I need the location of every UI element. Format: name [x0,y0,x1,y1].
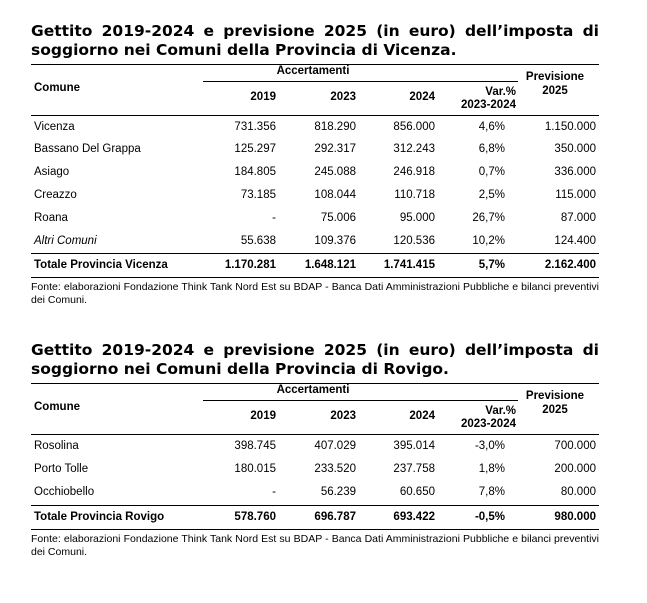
cell-comune: Rosolina [34,440,79,452]
cell-2023: 56.239 [320,486,356,498]
cell-2019: - [272,212,276,224]
cell-2023: 292.317 [314,143,356,155]
cell-comune: Totale Provincia Vicenza [34,259,168,271]
cell-2019: 180.015 [234,463,276,475]
cell-previsione: 200.000 [554,463,596,475]
cell-comune: Asiago [34,166,70,178]
table-rovigo-block [31,341,599,599]
header-previsione-year: 2025 [542,404,568,416]
cell-var: -3,0% [474,440,505,452]
cell-var: 7,8% [478,486,505,498]
cell-comune: Altri Comuni [34,235,97,247]
table-bottom-rule [31,529,599,530]
cell-2019: 125.297 [234,143,276,155]
cell-2024: 237.758 [393,463,435,475]
header-previsione: Previsione [525,390,585,402]
cell-previsione: 2.162.400 [544,259,596,271]
header-accertamenti: Accertamenti [276,65,350,77]
cell-2019: 578.760 [234,511,276,523]
header-2024: 2024 [409,91,435,103]
cell-previsione: 980.000 [554,511,596,523]
header-comune: Comune [34,401,80,413]
cell-2024: 60.650 [399,486,435,498]
footnote: Fonte: elaborazioni Fondazione Think Tank Nord Est su BDAP - Banca Dati Amministrazioni Pubbliche e bilanci preventivi dei Comuni. [31,533,599,558]
cell-previsione: 87.000 [560,212,596,224]
cell-2024: 1.741.415 [383,259,435,271]
cell-var: 5,7% [478,259,505,271]
header-subrule [203,81,518,82]
footnote: Fonte: elaborazioni Fondazione Think Tank Nord Est su BDAP - Banca Dati Amministrazioni Pubbliche e bilanci preventivi dei Comuni. [31,281,599,306]
cell-comune: Roana [34,212,68,224]
cell-2019: - [272,486,276,498]
cell-2023: 407.029 [314,440,356,452]
cell-2019: 731.356 [234,121,276,133]
cell-2023: 245.088 [314,166,356,178]
cell-2024: 110.718 [394,189,435,201]
cell-2023: 818.290 [314,121,356,133]
cell-var: 0,7% [478,166,505,178]
cell-var: 4,6% [478,121,505,133]
header-bottom-rule [31,434,599,435]
header-previsione: Previsione [525,71,585,83]
cell-previsione: 115.000 [555,189,596,201]
header-accertamenti: Accertamenti [276,384,350,396]
cell-2019: 73.185 [240,189,276,201]
table-vicenza-block [31,22,599,311]
header-2023: 2023 [330,410,356,422]
cell-2024: 693.422 [393,511,435,523]
cell-2023: 696.787 [314,511,356,523]
cell-previsione: 700.000 [554,440,596,452]
header-var-years: 2023-2024 [461,418,516,430]
cell-comune: Occhiobello [34,486,95,498]
total-top-rule [31,253,599,254]
header-var-years: 2023-2024 [461,99,516,111]
cell-var: 6,8% [478,143,505,155]
cell-2023: 75.006 [320,212,356,224]
cell-2019: 1.170.281 [224,259,276,271]
table-title: Gettito 2019-2024 e previsione 2025 (in euro) dell’imposta di soggiorno nei Comuni della Provincia di Vicenza. [31,22,599,59]
cell-2023: 108.044 [314,189,356,201]
cell-var: 26,7% [472,212,505,224]
cell-comune: Vicenza [34,121,75,133]
cell-comune: Porto Tolle [34,463,89,475]
header-previsione-year: 2025 [542,85,568,97]
table-title: Gettito 2019-2024 e previsione 2025 (in euro) dell’imposta di soggiorno nei Comuni della Provincia di Rovigo. [31,341,599,378]
data-table [31,379,599,599]
cell-previsione: 350.000 [554,143,596,155]
cell-2019: 55.638 [240,235,276,247]
cell-previsione: 1.150.000 [544,121,596,133]
total-top-rule [31,505,599,506]
cell-2019: 398.745 [234,440,276,452]
cell-2023: 233.520 [314,463,356,475]
data-table [31,60,599,311]
header-subrule [203,400,518,401]
cell-var: 1,8% [478,463,505,475]
cell-previsione: 80.000 [560,486,596,498]
cell-2024: 312.243 [393,143,435,155]
header-2019: 2019 [250,91,276,103]
header-bottom-rule [31,115,599,116]
cell-previsione: 336.000 [554,166,596,178]
cell-var: 2,5% [478,189,505,201]
table-bottom-rule [31,277,599,278]
cell-var: 10,2% [472,235,505,247]
cell-comune: Creazzo [34,189,77,201]
cell-var: -0,5% [474,511,505,523]
cell-2024: 120.536 [393,235,435,247]
header-comune: Comune [34,82,80,94]
cell-comune: Totale Provincia Rovigo [34,511,165,523]
header-var: Var.% [485,405,516,417]
cell-2023: 109.376 [314,235,356,247]
header-2024: 2024 [409,410,435,422]
cell-2024: 246.918 [393,166,435,178]
cell-2024: 95.000 [399,212,435,224]
header-2019: 2019 [250,410,276,422]
cell-2019: 184.805 [234,166,276,178]
cell-comune: Bassano Del Grappa [34,143,141,155]
header-2023: 2023 [330,91,356,103]
cell-2024: 395.014 [393,440,435,452]
cell-previsione: 124.400 [554,235,596,247]
header-var: Var.% [485,86,516,98]
cell-2023: 1.648.121 [304,259,356,271]
cell-2024: 856.000 [393,121,435,133]
